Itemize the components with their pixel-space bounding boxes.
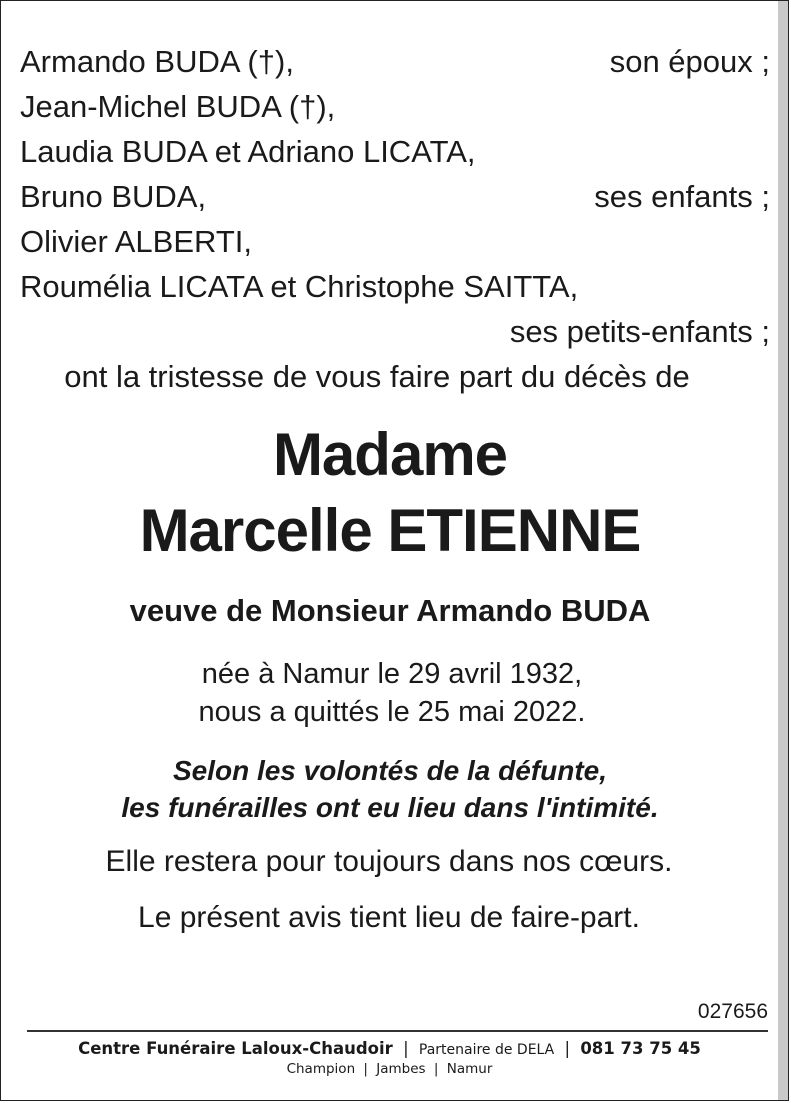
location-name: Namur [446,1061,493,1077]
footer-locations [1,1060,778,1078]
family-relation: ses petits-enfants ; [509,314,770,349]
death-line: nous a quittés le 25 mai 2022. [198,696,586,728]
location-name: Champion [286,1061,356,1077]
family-member: Armando BUDA (†), [20,44,294,79]
family-line [20,39,770,84]
deceased-title: Madame [272,421,508,488]
footer-separator: | [564,1039,571,1058]
family-relation: ses enfants ; [594,179,770,214]
family-line [20,264,770,309]
notice-content [20,39,770,938]
deceased-name-block [20,417,770,569]
deceased-name: Marcelle ETIENNE [139,497,641,564]
wishes-line: les funérailles ont eu lieu dans l'intimité. [121,792,659,823]
funeral-home-name: Centre Funéraire Laloux-Chaudoir [78,1039,393,1058]
phone-number: 081 73 75 45 [580,1039,701,1058]
wishes-line: Selon les volontés de la défunte, [172,755,608,786]
location-name: Jambes [376,1061,426,1077]
family-member: Laudia BUDA et Adriano LICATA, [20,134,476,169]
family-member: Olivier ALBERTI, [20,224,253,259]
notice-line: Le présent avis tient lieu de faire-part. [138,901,640,934]
family-line [20,129,770,174]
footer-divider [27,1030,768,1032]
family-relation: son époux ; [609,44,770,79]
family-member: Roumélia LICATA et Christophe SAITTA, [20,269,579,304]
funeral-wishes [20,752,770,826]
life-dates [20,655,770,731]
family-line [20,174,770,219]
footer [1,1039,778,1078]
footer-separator: | [433,1061,439,1077]
family-line [20,84,770,129]
remembrance-line: Elle restera pour toujours dans nos cœurs. [105,845,673,878]
footer-separator: | [363,1061,368,1077]
partner-text: Partenaire de DELA [418,1042,555,1058]
family-member: Jean-Michel BUDA (†), [20,89,336,124]
family-member: Bruno BUDA, [20,179,207,214]
reference-number: 027656 [697,1000,768,1023]
side-bar [778,1,788,1100]
announcement-intro: ont la tristesse de vous faire part du décès de [64,359,690,394]
family-line [20,219,770,264]
family-line [20,309,770,354]
birth-line: née à Namur le 29 avril 1932, [201,658,583,690]
footer-main-line [1,1039,778,1060]
footer-separator: | [403,1039,409,1058]
widow-of: veuve de Monsieur Armando BUDA [129,593,651,628]
